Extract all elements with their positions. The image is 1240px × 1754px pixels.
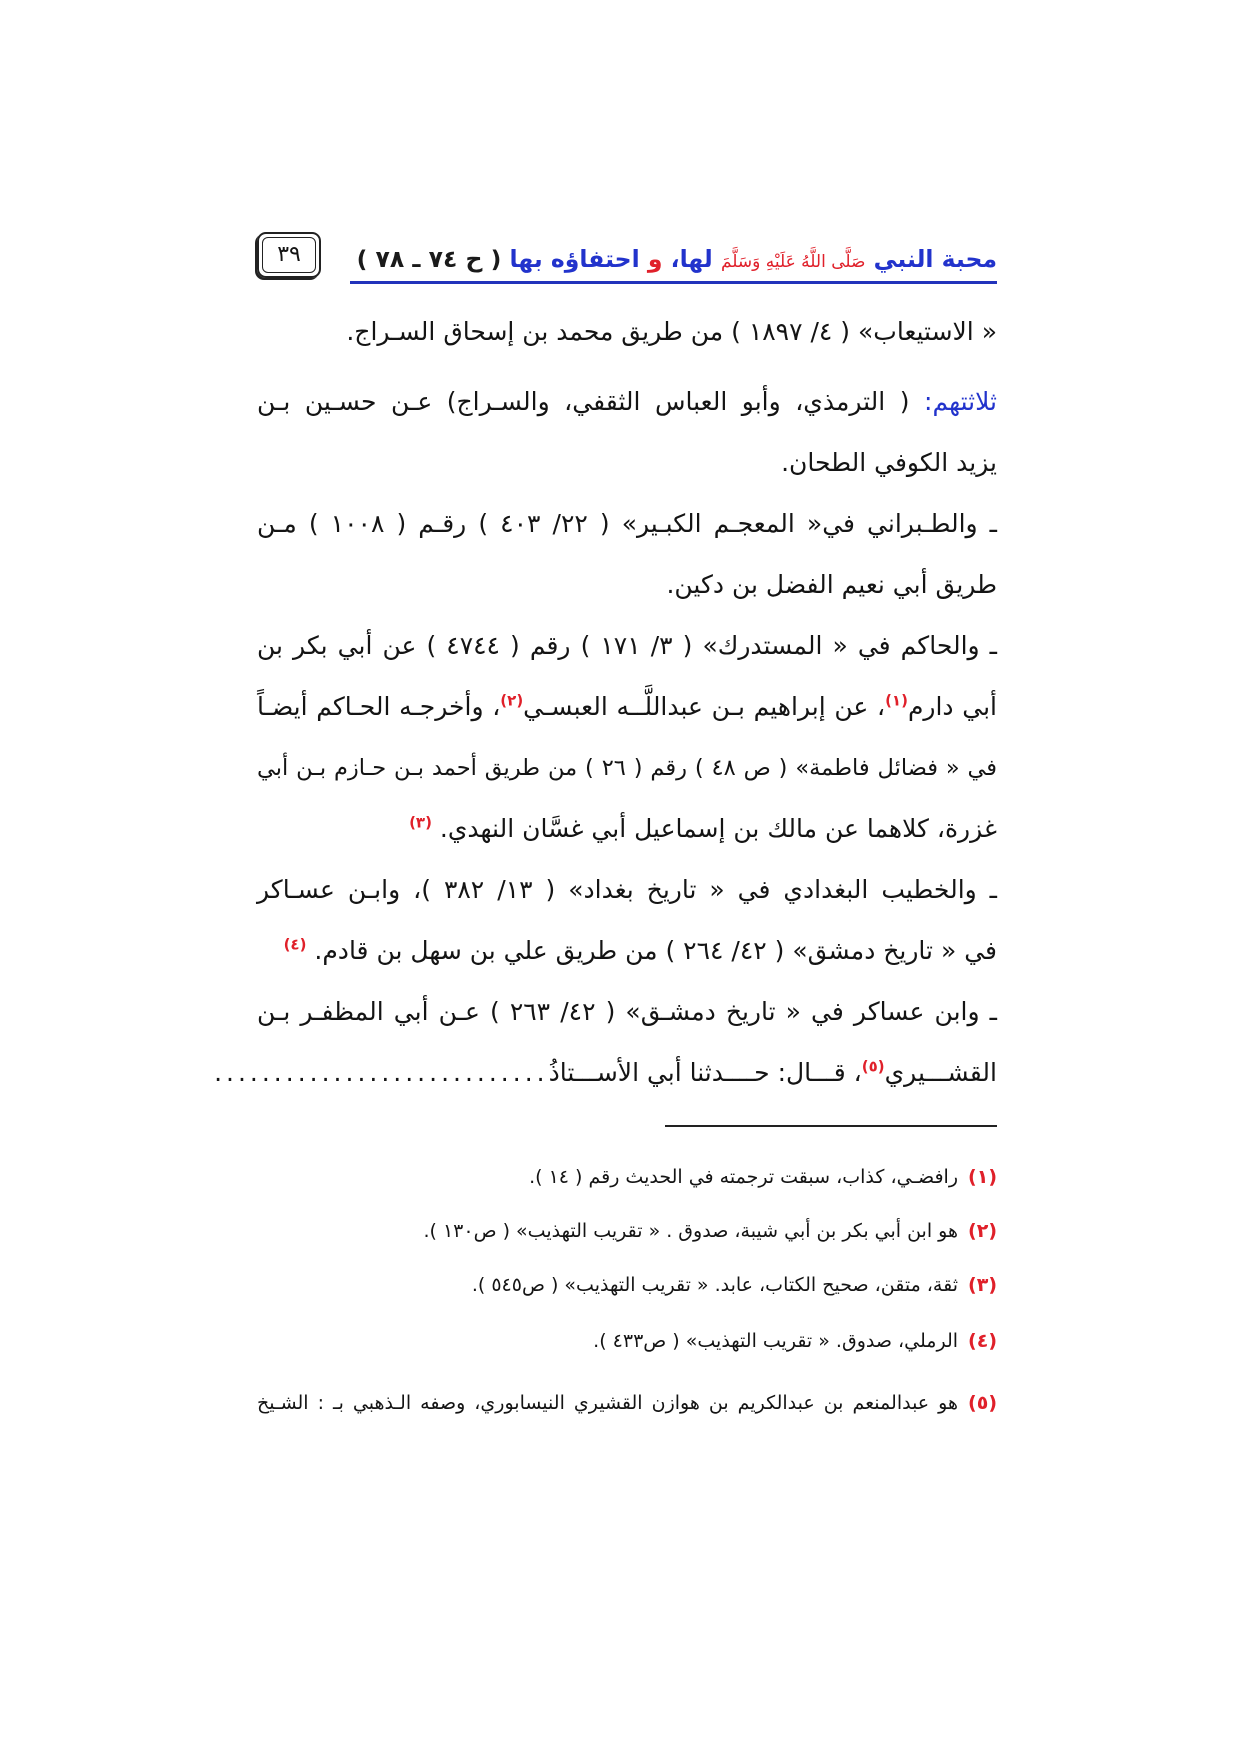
body-line-10: ـ والخطيب البغدادي في « تاريخ بغداد» ( ١٣/ ٣٨٢ )، وابـن عسـاكر — [257, 875, 998, 904]
running-header-title — [350, 240, 997, 278]
body-text: غزرة، كلاهما عن مالك بن إسماعيل أبي غسَّان النهدي. — [431, 814, 997, 843]
body-line-13 — [214, 1052, 997, 1094]
footnote-ref-3: (٣) — [409, 813, 432, 832]
body-text: ، عن إبراهيم بـن عبداللَّــه العبسـي — [523, 692, 886, 721]
footnote-5 — [257, 1387, 997, 1419]
footnote-text: ثقة، متقن، صحيح الكتاب، عابد. « تقريب التهذيب» ( ص٥٤٥ ). — [471, 1274, 959, 1296]
title-part-3: احتفاؤه بها — [509, 245, 640, 273]
body-line-7 — [257, 686, 997, 728]
continuation-dots: ............................ — [214, 1058, 549, 1087]
footnote-ref-1: (١) — [885, 691, 908, 710]
body-text: أبي دارم — [907, 692, 997, 721]
footnote-number: (١) — [968, 1166, 997, 1188]
body-line-8: في « فضائل فاطمة» ( ص ٤٨ ) رقم ( ٢٦ ) من طريق أحمد بـن حـازم بـن أبي — [257, 755, 998, 781]
footnote-1 — [257, 1161, 997, 1193]
footnote-ref-2: (٢) — [500, 691, 524, 710]
footnote-separator — [665, 1125, 997, 1127]
body-text: ( الترمذي، وأبو العباس الثقفي، والسـراج) عـن حسـين بـن — [257, 387, 925, 416]
page-number: ٣٩ — [262, 237, 316, 273]
title-part-2: لها، — [670, 245, 713, 273]
body-line-12: ـ وابن عساكر في « تاريخ دمشـق» ( ٤٢/ ٢٦٣ ) عـن أبي المظفـر بـن — [257, 997, 997, 1026]
body-line-1: « الاستيعاب» ( ٤/ ١٨٩٧ ) من طريق محمد بن إسحاق السـراج. — [346, 317, 997, 346]
body-line-4: ـ والطـبراني في« المعجـم الكبـير» ( ٢٢/ ٤٠٣ ) رقـم ( ١٠٠٨ ) مـن — [257, 509, 997, 538]
footnote-text: رافضـي، كذاب، سبقت ترجمته في الحديث رقم ( ١٤ ). — [529, 1166, 959, 1188]
body-text: القشـــيري — [884, 1058, 997, 1087]
footnote-3 — [257, 1269, 997, 1301]
header-rule — [350, 281, 997, 284]
salutation-ligature: صَلَّى اللَّهُ عَلَيْهِ وَسَلَّمَ — [720, 252, 866, 272]
body-line-9 — [257, 808, 997, 850]
footnote-2 — [257, 1215, 997, 1247]
body-text: ، قـــال: حــــدثنا أبي الأســـتاذُ — [548, 1058, 862, 1087]
body-line-6: ـ والحاكم في « المستدرك» ( ٣/ ١٧١ ) رقم ( ٤٧٤٤ ) عن أبي بكر بن — [257, 631, 997, 660]
paragraph-label: ثلاثتهم: — [924, 387, 997, 416]
footnote-text: هو عبدالمنعم بن عبدالكريم بن هوازن القشيري النيسابوري، وصفه الـذهبي بـ : الشـيخ — [257, 1392, 959, 1414]
body-line-11 — [257, 930, 997, 972]
footnote-ref-4: (٤) — [283, 935, 307, 954]
body-line-3: يزيد الكوفي الطحان. — [781, 448, 997, 477]
footnote-number: (٣) — [968, 1274, 997, 1296]
footnote-4 — [257, 1325, 997, 1357]
body-line-2 — [257, 381, 997, 423]
footnote-number: (٢) — [968, 1220, 997, 1242]
footnote-text: هو ابن أبي بكر بن أبي شيبة، صدوق . « تقريب التهذيب» ( ص١٣٠ ). — [423, 1220, 959, 1242]
footnote-text: الرملي، صدوق. « تقريب التهذيب» ( ص٤٣٣ ). — [593, 1330, 959, 1352]
footnote-number: (٤) — [968, 1330, 997, 1352]
title-hadith-range: ( ح ٧٤ ـ ٧٨ ) — [356, 245, 502, 273]
title-part-1: محبة النبي — [873, 245, 997, 273]
footnote-ref-5: (٥) — [861, 1057, 885, 1076]
body-text: في « تاريخ دمشق» ( ٤٢/ ٢٦٤ ) من طريق علي بن سهل بن قادم. — [306, 936, 997, 965]
body-text-lead — [549, 1052, 997, 1094]
page-number-box — [257, 232, 321, 278]
title-conjunction: و — [647, 245, 663, 273]
footnote-number: (٥) — [968, 1392, 997, 1414]
body-text: ، وأخرجـه الحـاكم أيضـاً — [257, 692, 501, 721]
body-line-5: طريق أبي نعيم الفضل بن دكين. — [666, 570, 997, 599]
